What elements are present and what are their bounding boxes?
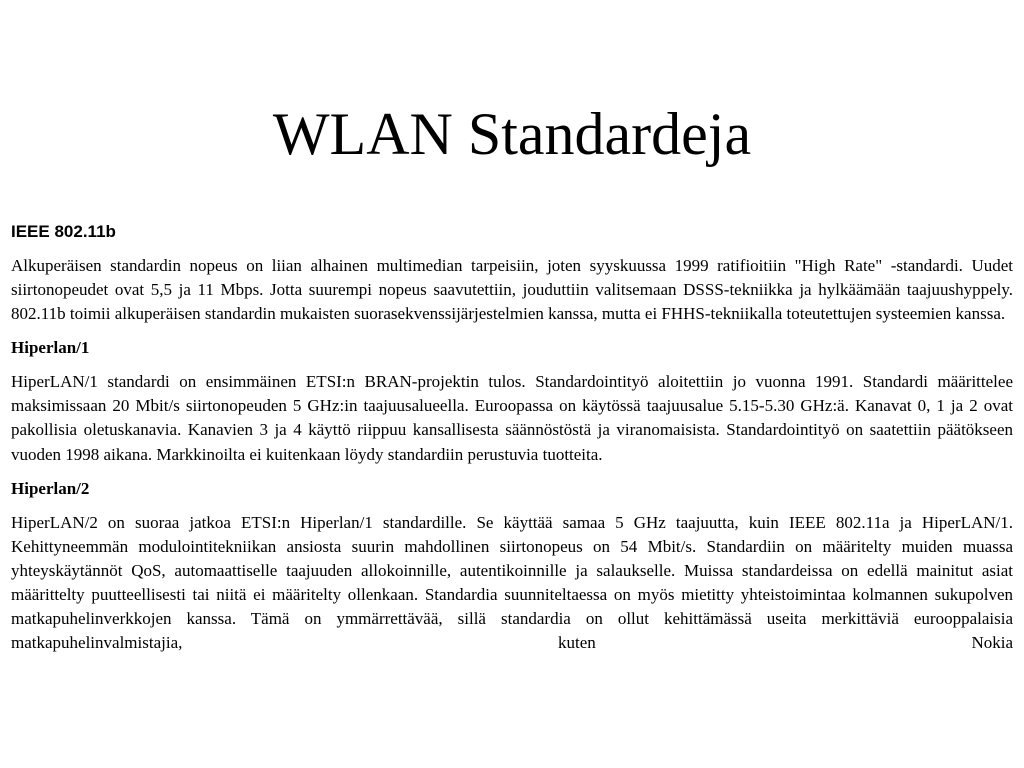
section-heading-hiperlan-1: Hiperlan/1	[11, 338, 90, 358]
slide-content	[11, 220, 1013, 655]
section-paragraph-hiperlan-1: HiperLAN/1 standardi on ensimmäinen ETSI:n BRAN-projektin tulos. Standardointityö aloitettiin jo vuonna 1991. Standardi määrittelee maksimissaan 20 Mbit/s siirtonopeuden 5 GHz:in taajuusalueella. Euroopassa on käytössä taajuusalue 5.15-5.30 GHz:ä. Kanavat 0, 1 ja 2 ovat pakollisia oletuskanavia. Kanavien 3 ja 4 käyttö riippuu kansallisesta säännöstöstä ja viranomaisista. Standardointityö on saatettiin päätökseen vuoden 1998 aikana. Markkinoilta ei kuitenkaan löydy standardiin perustuvia tuotteita.	[11, 372, 1013, 464]
slide-title: WLAN Standardeja	[272, 101, 752, 167]
section-paragraph-hiperlan-2: HiperLAN/2 on suoraa jatkoa ETSI:n Hiperlan/1 standardille. Se käyttää samaa 5 GHz taajuutta, kuin IEEE 802.11a ja HiperLAN/1. Kehittyneemmän modulointitekniikan ansiosta suurin mahdollinen siirtonopeus on 54 Mbit/s. Standardiin on määritelty muiden muassa yhteyskäytännöt QoS, automaattiselle taajuuden allokoinnille, autentikoinnille ja salaukselle. Muissa standardeissa on edellä mainitut asiat määrittelty puutteellisesti tai niitä ei määritelty ollenkaan. Standardia suunniteltaessa on myös mietitty yhteistoimintaa kolmannen sukupolven matkapuhelinverkkojen kanssa. Tämä on ymmärrettävää, sillä standardia on ollut kehittämässä useita merkittäviä eurooppalaisia matkapuhelinvalmistajia, kuten Nokia	[11, 512, 1013, 653]
section-paragraph-ieee-802-11b: Alkuperäisen standardin nopeus on liian alhainen multimedian tarpeisiin, joten syyskuussa 1999 ratifioitiin "High Rate" -standardi. Uudet siirtonopeudet ovat 5,5 ja 11 Mbps. Jotta suurempi nopeus saavutettiin, jouduttiin valitsemaan DSSS-tekniikka ja hylkäämään taajuushyppely. 802.11b toimii alkuperäisen standardin mukaisten suorasekvenssijärjestelmien kanssa, mutta ei FHHS-tekniikalla toteutettujen systeemien kanssa.	[11, 256, 1013, 324]
section-heading-hiperlan-2: Hiperlan/2	[11, 478, 90, 498]
section-heading-ieee-802-11b: IEEE 802.11b	[11, 222, 116, 241]
